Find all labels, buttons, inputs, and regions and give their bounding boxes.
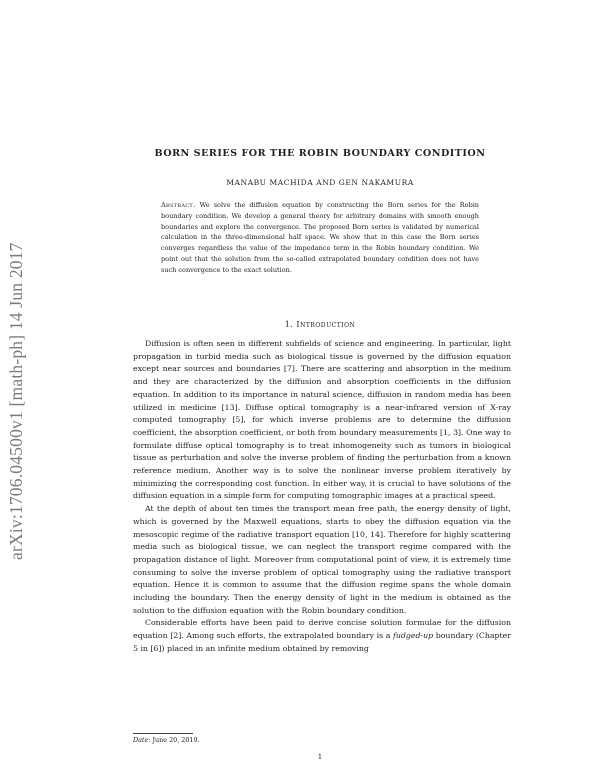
body-text — [133, 338, 511, 656]
paper-authors: MANABU MACHIDA AND GEN NAKAMURA — [226, 178, 414, 187]
paragraph-3-text-a: Considerable efforts have been paid to derive concise solution formulae for the diffusion equation [2]. Among such efforts, the extrapolated boundary is a — [133, 618, 511, 641]
abstract-label: Abstract. — [161, 201, 196, 209]
paragraph-3 — [133, 617, 511, 655]
footnote — [133, 736, 511, 744]
page-number: 1 — [317, 753, 323, 761]
footnote-text: : June 20, 2019. — [148, 736, 200, 744]
arxiv-identifier-stamp[interactable]: arXiv:1706.04500v1 [math-ph] 14 Jun 2017 — [6, 242, 26, 560]
paragraph-1: Diffusion is often seen in different subfields of science and engineering. In particular, light propagation in turbid media such as biological tissue is governed by the diffusion equation except near sources and boundaries [7]. There are scattering and absorption in the medium and they are characterized by the diffusion and absorption coefficients in the diffusion equation. In addition to its importance in natural science, diffusion in random media has been utilized in medicine [13]. Diffuse optical tomography is a near-infrared version of X-ray computed tomography [5], for which inverse problems are to determine the diffusion coefficient, the absorption coefficient, or both from boundary measurements [1, 3]. One way to formulate diffuse optical tomography is to treat inhomogeneity such as tumors in biological tissue as perturbation and solve the inverse problem of finding the perturbation from a known reference medium. Another way is to solve the nonlinear inverse problem iteratively by minimizing the corresponding cost function. In either way, it is crucial to have solutions of the diffusion equation in a simple form for computing tomographic images at a practical speed. — [133, 339, 511, 501]
footnote-label: Date — [133, 736, 149, 744]
section-heading — [120, 320, 520, 329]
paragraph-3-text-b: boundary (Chapter 5 in [6]) placed in an infinite medium obtained by removing — [133, 631, 511, 653]
paragraph-2: At the depth of about ten times the transport mean free path, the energy density of light, which is governed by the Maxwell equations, starts to obey the diffusion equation via the mesoscopic regime of the radiative transport equation [10, 14]. Therefore for highly scattering media such as biological tissue, we can neglect the transport regime compared with the propagation distance of light. Moreover from computational point of view, it is extremely time consuming to solve the inverse problem of optical tomography using the radiative transport equation. Hence it is common to assume that the diffusion regime spans the whole domain including the boundary. Then the energy density of light in the medium is obtained as the solution to the diffusion equation with the Robin boundary condition. — [133, 504, 511, 615]
footnote-rule — [133, 733, 193, 734]
section-title: Introduction — [296, 320, 356, 329]
abstract — [161, 200, 479, 275]
paper-title: BORN SERIES FOR THE ROBIN BOUNDARY CONDITION — [154, 148, 486, 159]
abstract-text: We solve the diffusion equation by constructing the Born series for the Robin boundary condition. We develop a general theory for arbitrary domains with smooth enough boundaries and explore the convergence. The proposed Born series is validated by numerical calculation in the three-dimensional half space. We show that in this case the Born series converges regardless the value of the impedance term in the Robin boundary condition. We point out that the solution from the so-called extrapolated boundary condition does not have such convergence to the exact solution. — [161, 201, 479, 274]
section-number: 1. — [284, 320, 294, 329]
paragraph-3-emphasis: fudged-up — [392, 631, 434, 641]
